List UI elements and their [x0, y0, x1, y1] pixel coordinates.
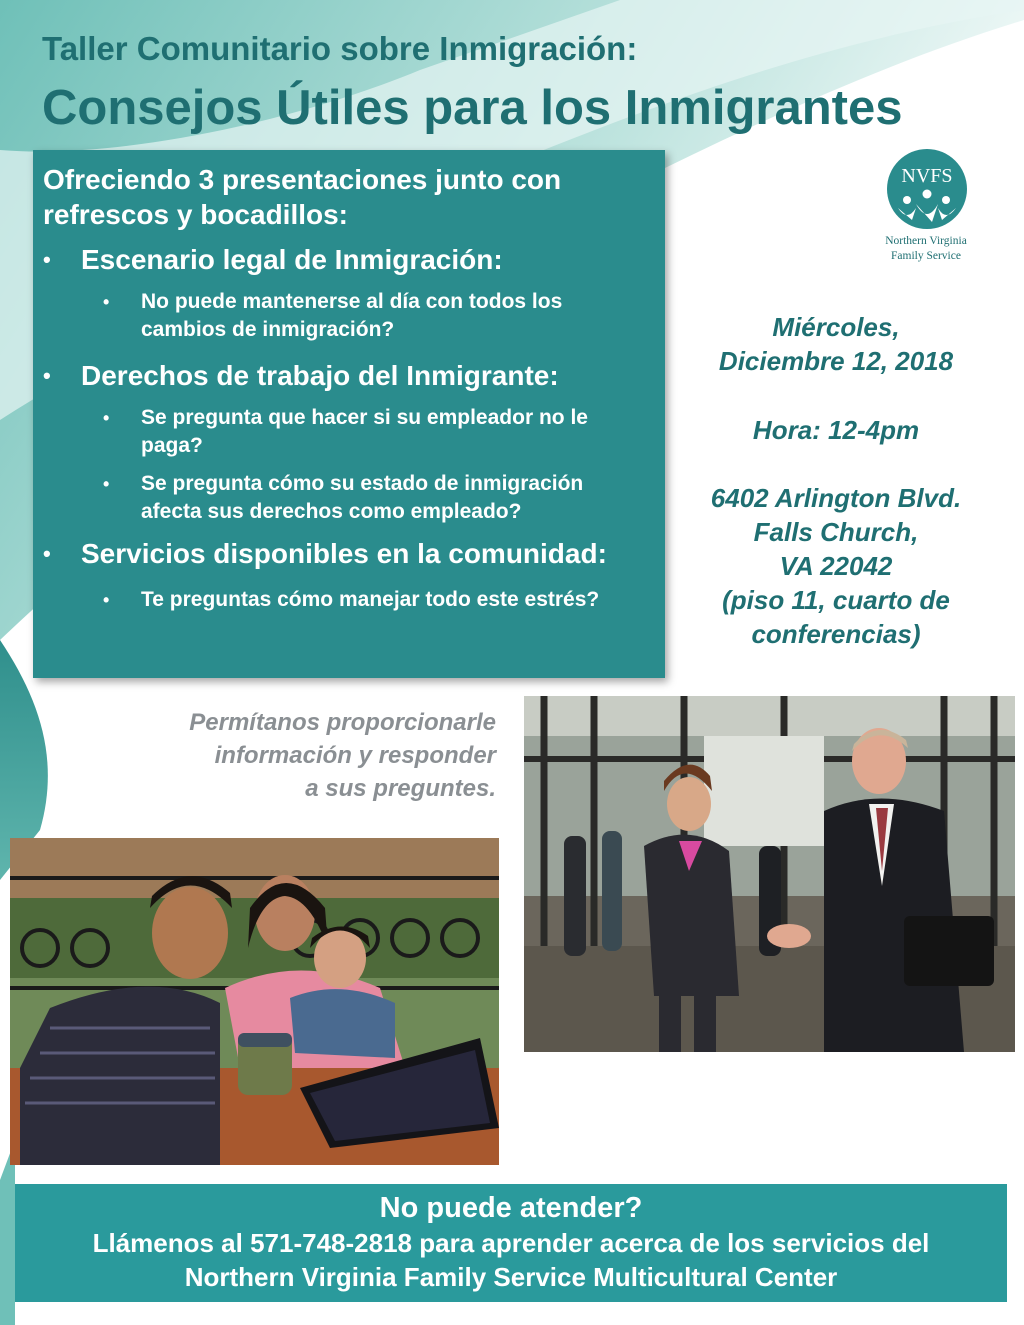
footer-question: No puede atender? — [379, 1192, 643, 1224]
event-time: Hora: 12-4pm — [752, 415, 920, 445]
bullet-icon: • — [103, 590, 110, 610]
subtopic-item — [43, 288, 643, 344]
event-address-line2: Falls Church, — [753, 517, 919, 547]
subtopic-label: No puede mantenerse al día con todos los cambios de inmigración? — [141, 290, 563, 341]
subtopic-item — [43, 404, 643, 460]
subtopic-item — [43, 586, 643, 614]
event-day: Miércoles, — [772, 312, 900, 342]
topic-legal — [43, 242, 643, 278]
subtopic-label: Se pregunta cómo su estado de inmigración afecta sus derechos como empleado? — [141, 472, 584, 523]
footer-center-name: Northern Virginia Family Service Multicultural Center — [184, 1262, 838, 1292]
topic-community-services — [43, 536, 643, 572]
bullet-icon: • — [103, 474, 110, 494]
family-photo — [10, 838, 499, 1165]
invitation-line3: a sus preguntes. — [305, 775, 496, 802]
topic-label: Derechos de trabajo del Inmigrante: — [81, 360, 559, 391]
page-title: Consejos Útiles para los Inmigrantes — [42, 81, 903, 135]
topic-label: Escenario legal de Inmigración: — [81, 244, 503, 275]
presentations-box — [33, 150, 665, 678]
handshake-photo — [524, 696, 1015, 1052]
logo-name-line2: Family Service — [891, 250, 961, 262]
event-address-line3: VA 22042 — [779, 551, 893, 581]
footer-call-line: Llámenos al 571-748-2818 para aprender acerca de los servicios del — [92, 1228, 930, 1258]
logo-name-line1: Northern Virginia — [885, 235, 967, 247]
footer-banner — [15, 1184, 1007, 1302]
presentations-intro: Ofreciendo 3 presentaciones junto con refrescos y bocadillos: — [43, 164, 562, 230]
invitation-text — [140, 706, 496, 805]
subtopic-item — [43, 470, 643, 526]
topic-label: Servicios disponibles en la comunidad: — [81, 538, 607, 569]
workshop-subtitle: Taller Comunitario sobre Inmigración: — [42, 30, 638, 67]
invitation-line1: Permítanos proporcionarle — [189, 709, 496, 736]
event-date: Diciembre 12, 2018 — [718, 346, 954, 376]
bullet-icon: • — [103, 292, 110, 312]
event-address-line4: (piso 11, cuarto de — [722, 585, 950, 615]
event-address-line1: 6402 Arlington Blvd. — [710, 483, 962, 513]
event-address-line5: conferencias) — [751, 619, 921, 649]
logo-acronym: NVFS — [901, 165, 953, 187]
subtopic-label: Te preguntas cómo manejar todo este estrés? — [141, 588, 600, 611]
bullet-icon: • — [103, 408, 110, 428]
subtopic-label: Se pregunta que hacer si su empleador no le paga? — [141, 406, 588, 457]
invitation-line2: información y responder — [214, 742, 496, 769]
bullet-icon: • — [43, 541, 51, 566]
bullet-icon: • — [43, 363, 51, 388]
bullet-icon: • — [43, 247, 51, 272]
topic-work-rights — [43, 358, 643, 394]
